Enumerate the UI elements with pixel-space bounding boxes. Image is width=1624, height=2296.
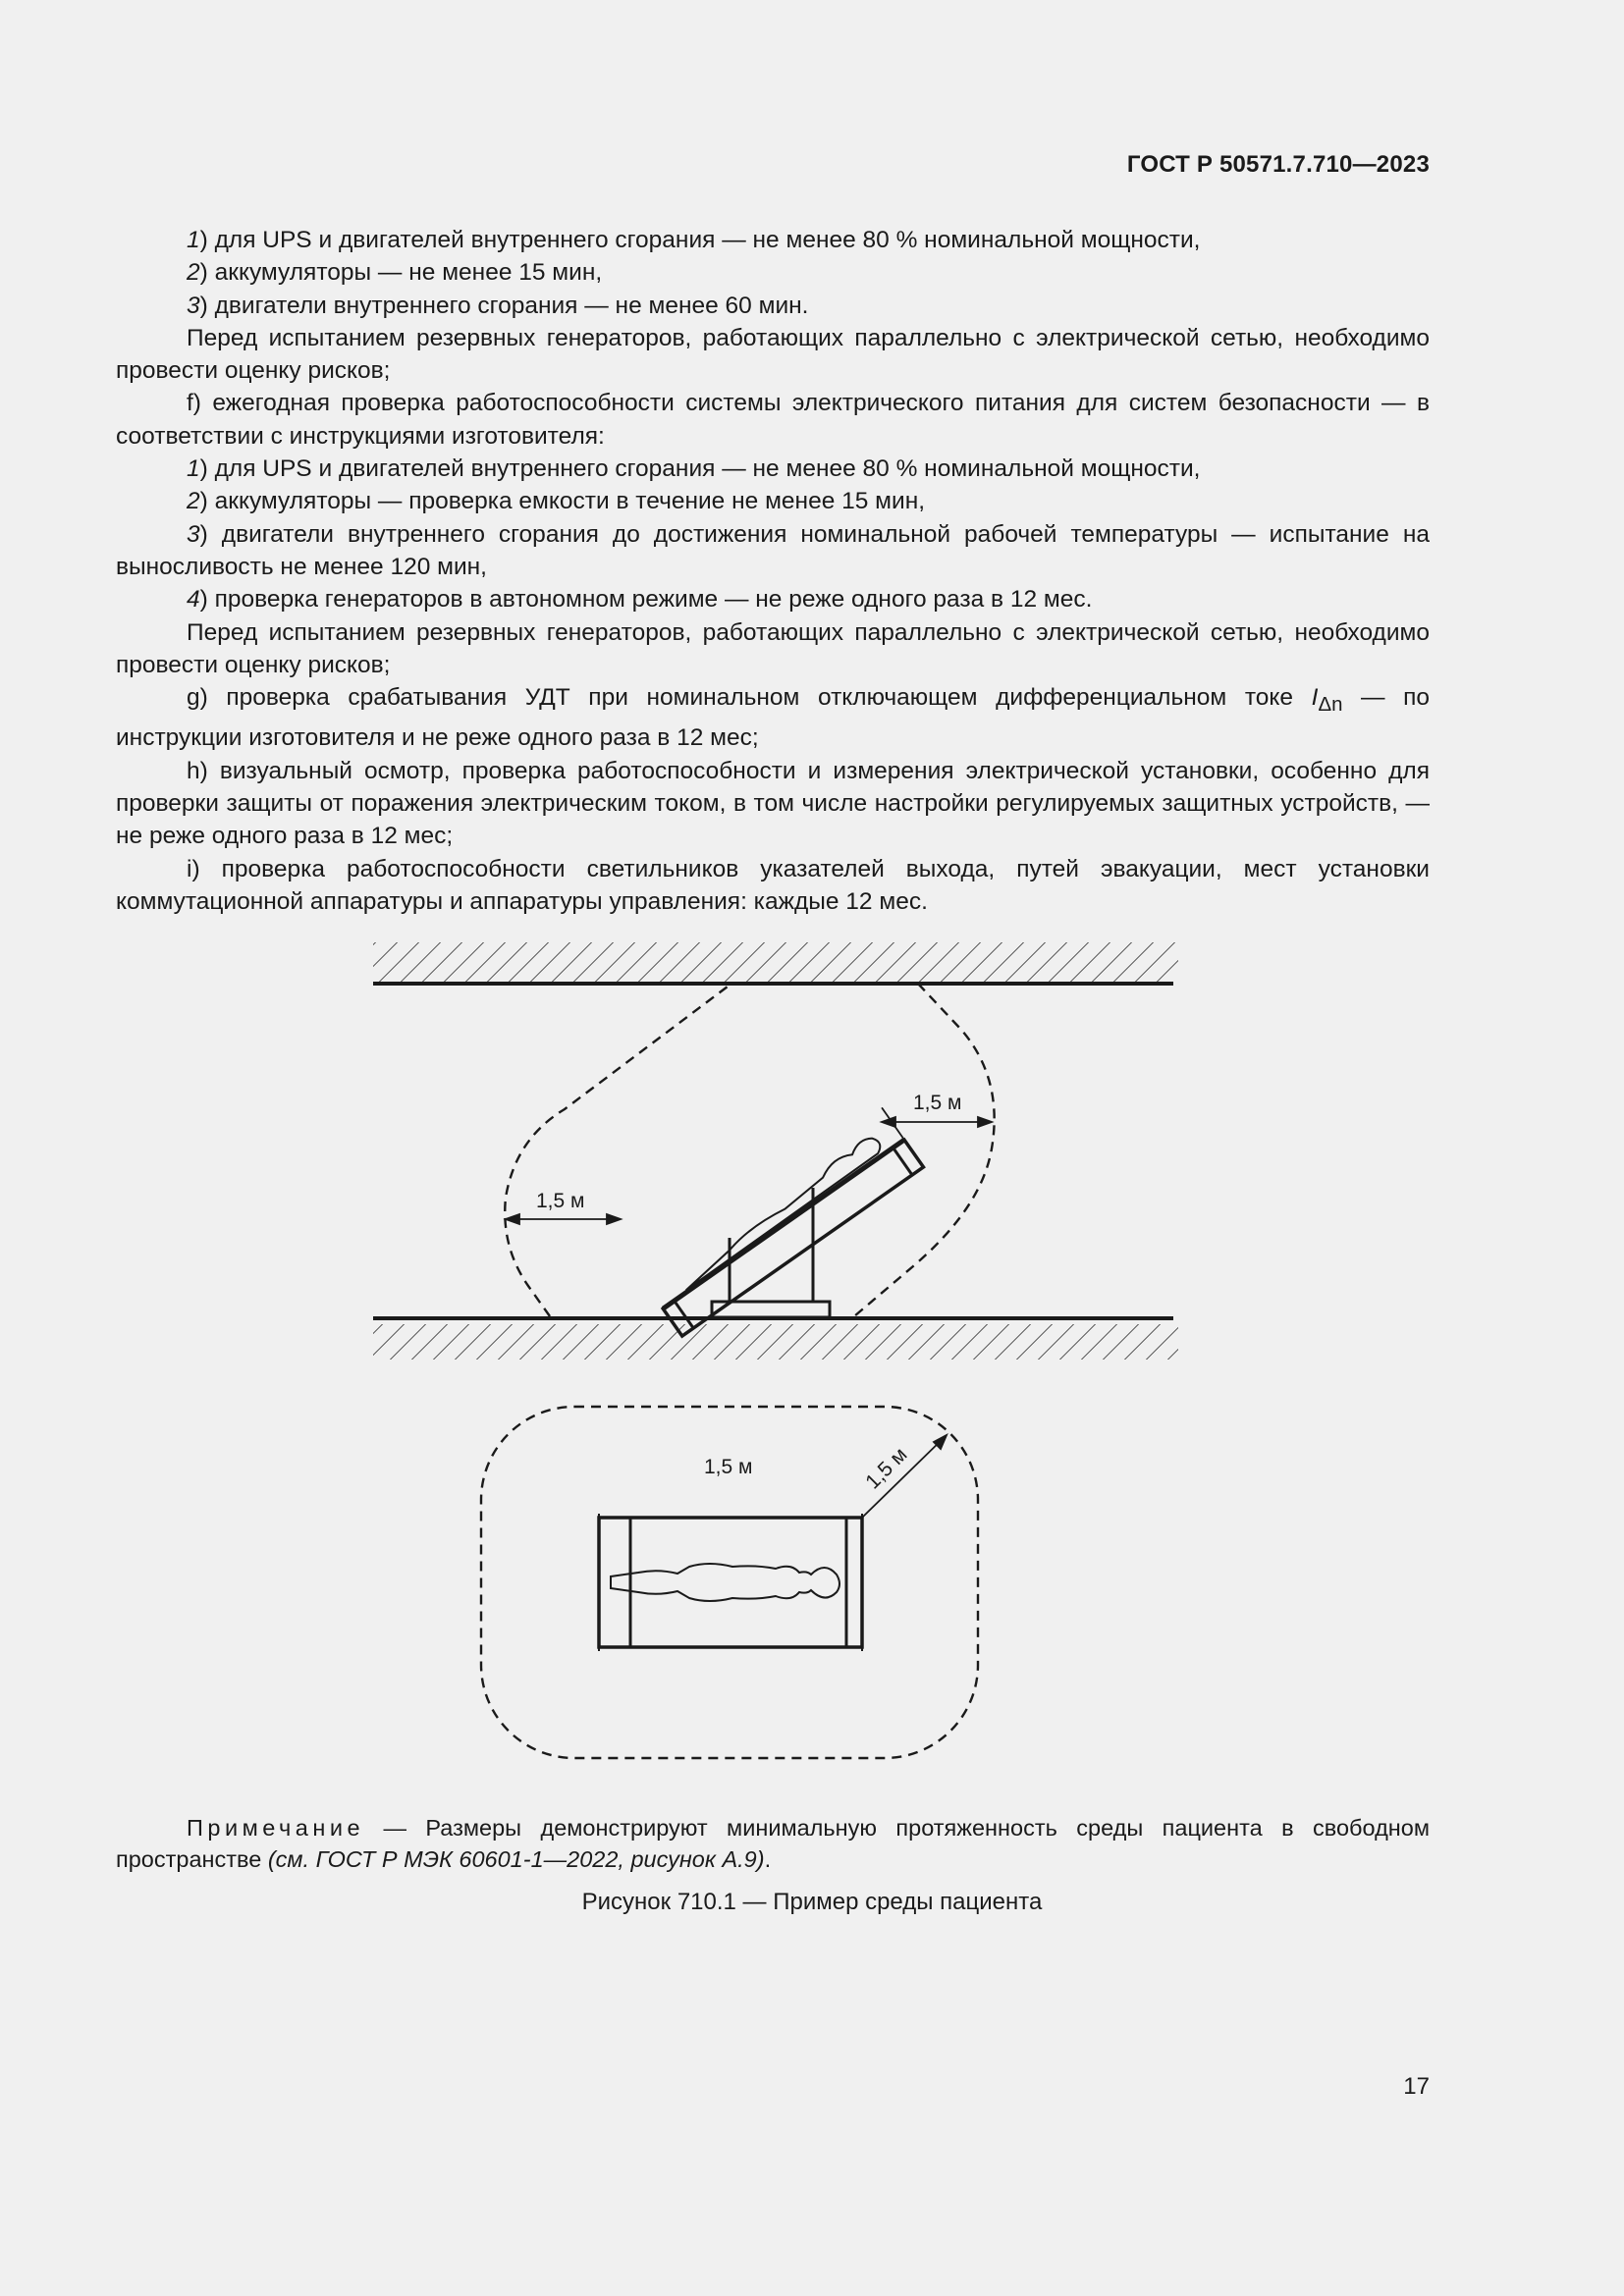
paragraph [116,256,1430,289]
patient-environment-figure [363,933,1188,1767]
item-number: 1 [187,227,200,253]
paragraph-text: i) проверка работоспособности светильников указателей выхода, путей эвакуации, мест установки коммутационной аппаратуры и аппаратуры управления: каждые 12 мес. [116,855,1430,915]
paragraph [116,224,1430,256]
dimension-label: 1,5 м [913,1092,962,1114]
paragraph [116,518,1430,584]
document-header: ГОСТ Р 50571.7.710—2023 [1126,151,1430,178]
paragraph-text: ) проверка генераторов в автономном режиме — не реже одного раза в 12 мес. [199,586,1093,614]
table-top-view [599,1514,862,1651]
item-number: 3 [187,520,200,548]
item-number: 3 [187,292,200,319]
paragraph-text: ) аккумуляторы — проверка емкости в течение не менее 15 мин, [199,488,926,515]
note-end: . [764,1846,772,1872]
paragraph-text: h) визуальный осмотр, проверка работоспособности и измерения электрической установки, особенно для проверки защиты от поражения электрическим током, в том числе настройки регулируемых защитных устройств, — не реже одного раза в 12 мес; [116,757,1430,850]
ceiling [373,942,1178,984]
dimension-label: 1,5 м [704,1456,753,1478]
paragraph [116,853,1430,919]
paragraph [116,322,1430,388]
paragraph-text: ) двигатели внутреннего сгорания до достижения номинальной рабочей температуры — испытание на выносливость не менее 120 мин, [116,520,1430,580]
paragraph-text: — по инструкции изготовителя и не реже одного раза в 12 мес; [116,684,1431,752]
dimension-label: 1,5 м [861,1443,912,1494]
paragraph-text: Перед испытанием резервных генераторов, работающих параллельно с электрической сетью, необходимо провести оценку рисков; [116,618,1430,678]
paragraph [116,387,1430,453]
paragraph-text: ) для UPS и двигателей внутреннего сгорания — не менее 80 % номинальной мощности, [199,455,1201,483]
item-number: 4 [187,586,200,614]
item-number: 2 [187,488,200,515]
figure-caption: Рисунок 710.1 — Пример среды пациента [581,1889,1043,1915]
paragraph-text: ) двигатели внутреннего сгорания — не менее 60 мин. [199,292,809,319]
patient-environment-diagram [363,933,1188,1767]
paragraph-text: ) для UPS и двигателей внутреннего сгорания — не менее 80 % номинальной мощности, [199,227,1201,253]
paragraph [116,583,1430,615]
current-symbol: I [1311,684,1319,712]
page-number: 17 [1403,2073,1430,2100]
paragraph-text: g) проверка срабатывания УДТ при номинальном отключающем дифференциальном токе [187,684,1312,712]
dimension-label: 1,5 м [536,1190,585,1212]
body-text [116,224,1430,918]
floor [373,1318,1178,1360]
paragraph [116,290,1430,322]
paragraph-g [116,681,1430,754]
dimension-right [882,1117,992,1127]
note-label: Примечание [187,1815,365,1841]
note-reference: (см. ГОСТ Р МЭК 60601-1—2022, рисунок А.9) [267,1846,765,1872]
paragraph [116,616,1430,682]
item-number: 1 [187,455,200,483]
paragraph-text: f) ежегодная проверка работоспособности системы электрического питания для систем безопасности — в соответствии с инструкциями изготовителя: [116,390,1430,450]
paragraph [116,485,1430,517]
paragraph-text: ) аккумуляторы — не менее 15 мин, [199,259,603,287]
paragraph [116,453,1430,485]
current-subscript: Δn [1318,694,1343,717]
paragraph [116,755,1430,853]
dimension-left [506,1214,621,1224]
figure-note [116,1812,1430,1875]
paragraph-text: Перед испытанием резервных генераторов, работающих параллельно с электрической сетью, необходимо провести оценку рисков; [116,324,1430,385]
patient-top-silhouette [611,1564,839,1601]
item-number: 2 [187,259,200,287]
patient-zone-side-outline [505,984,994,1316]
note-text: — Размеры демонстрируют минимальную протяженность среды пациента в свободном пространстве [116,1815,1430,1872]
